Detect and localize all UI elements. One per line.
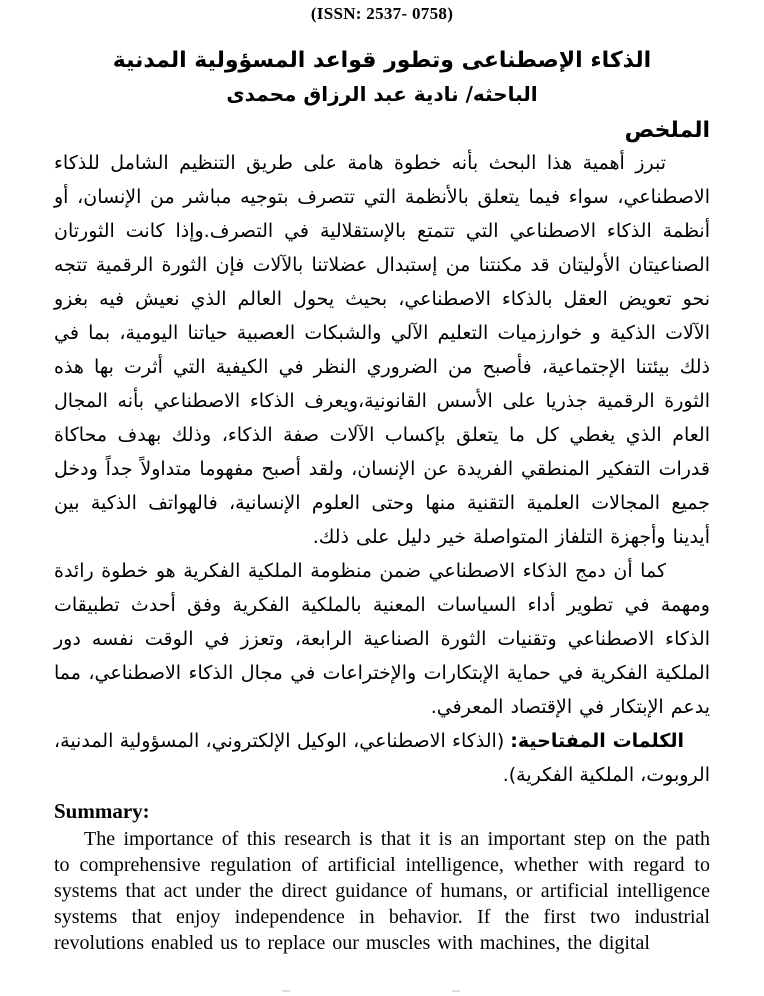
scan-artifact [282,990,290,992]
paper-title: الذكاء الإصطناعى وتطور قواعد المسؤولية المدنية [112,48,652,73]
summary-heading: Summary: [54,799,150,823]
keywords-label: الكلمات المفتاحية: [510,730,684,752]
keywords-line [54,724,710,792]
abstract-heading: الملخص [624,118,710,143]
keywords-text: (الذكاء الاصطناعي، الوكيل الإلكتروني، المسؤولية المدنية، الروبوت، الملكية الفكرية). [54,730,710,786]
issn-line: (ISSN: 2537- 0758) [310,4,454,23]
scan-artifact [452,990,460,992]
abstract-paragraph-2: كما أن دمج الذكاء الاصطناعي ضمن منظومة الملكية الفكرية هو خطوة رائدة ومهمة في تطوير أداء السياسات المعنية بالملكية الفكرية وفق أحدث تطبيقات الذكاء الاصطناعي وتقنيات الثورة الصناعية الرابعة، وتعزز في الوقت نفسه دور الملكية الفكرية في حماية الإبتكارات والإختراعات في مجال الذكاء الاصطناعي، مما يدعم الإبتكار في الإقتصاد المعرفي. [54,560,710,718]
author-line: الباحثه/ نادية عبد الرزاق محمدى [226,82,538,106]
abstract-paragraph-1: تبرز أهمية هذا البحث بأنه خطوة هامة على طريق التنظيم الشامل للذكاء الاصطناعي، سواء فيما يتعلق بالأنظمة التي تتصرف بتوجيه مباشر من الإنسان، أو أنظمة الذكاء الاصطناعي التي تتمتع بالإستقلالية في التصرف.وإذا كانت الثورتان الصناعيتان الأوليتان قد مكنتنا من إستبدال عضلاتنا بالآلات فإن الثورة الرقمية تتجه نحو تعويض العقل بالذكاء الاصطناعي، بحيث يحول العالم الذي نعيش فيه بغزو الآلات الذكية و خوارزميات التعليم الآلي والشبكات العصبية حياتنا اليومية، بما في ذلك بيئتنا الإجتماعية، فأصبح من الضروري النظر في الكيفية التي أثرت بها هذه الثورة الرقمية جذريا على الأسس القانونية،ويعرف الذكاء الاصطناعي بأنه المجال العام الذي يغطي كل ما يتعلق بإكساب الآلات صفة الذكاء، وذلك بهدف محاكاة قدرات التفكير المنطقي الفريدة عن الإنسان، ولقد أصبح مفهوما متداولاً جداً ودخل جميع المجالات العلمية التقنية منها وحتى العلوم الإنسانية، فالهواتف الذكية بين أيدينا وأجهزة التلفاز المتواصلة خير دليل على ذلك. [54,152,710,548]
summary-paragraph: The importance of this research is that it is an important step on the path to comprehensive regulation of artificial intelligence, whether with regard to systems that act under the direct guidance of humans, or artificial intelligence systems that enjoy independence in behavior. If the first two industrial revolutions enabled us to replace our muscles with machines, the digital [54,828,710,954]
